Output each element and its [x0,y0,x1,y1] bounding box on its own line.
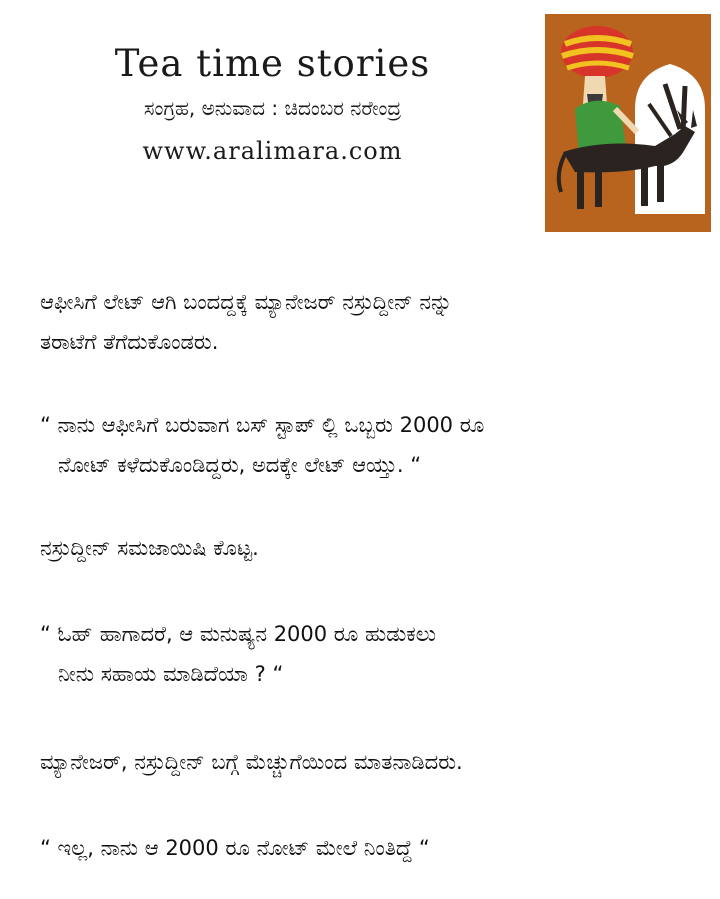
story-paragraph [40,614,700,694]
nasruddin-on-donkey-illustration [545,14,711,232]
story-line: ನೋಟ್ ಕಳೆದುಕೊಂಡಿದ್ದರು, ಅದಕ್ಕೇ ಲೇಟ್ ಆಯ್ತು. “ [58,453,422,477]
story-line: “ ನಾನು ಆಫೀಸಿಗೆ ಬರುವಾಗ ಬಸ್ ಸ್ಟಾಪ್ ಲ್ಲಿ ಒಬ್ಬರು 2000 ರೂ [40,413,485,437]
story-paragraph [40,742,700,782]
story-paragraph [40,405,700,485]
story-line: ಆಫೀಸಿಗೆ ಲೇಟ್ ಆಗಿ ಬಂದದ್ದಕ್ಕೆ ಮ್ಯಾನೇಜರ್ ನಸ್ರುದ್ದೀನ್ ನನ್ನು [40,290,453,314]
page-title: Tea time stories [114,42,431,85]
story-paragraph [40,282,700,362]
story-paragraph [40,828,700,868]
story-line: ಮ್ಯಾನೇಜರ್, ನಸ್ರುದ್ದೀನ್ ಬಗ್ಗೆ ಮೆಚ್ಚುಗೆಯಿಂದ ಮಾತನಾಡಿದರು. [40,750,463,774]
story-paragraph [40,528,700,568]
story-line: “ ಇಲ್ಲ, ನಾನು ಆ 2000 ರೂ ನೋಟ್ ಮೇಲೆ ನಿಂತಿದ್ದೆ “ [40,836,430,860]
subtitle: ಸಂಗ್ರಹ, ಅನುವಾದ : ಚಿದಂಬರ ನರೇಂದ್ರ [143,96,402,120]
nasruddin-on-donkey-icon [545,14,711,232]
story-line: ತರಾಟೆಗೆ ತೆಗೆದುಕೊಂಡರು. [40,330,219,354]
website-url: www.aralimara.com [142,137,403,165]
header [0,0,540,240]
story-line: ನೀನು ಸಹಾಯ ಮಾಡಿದೆಯಾ ? “ [58,662,284,686]
story-line: ನಸ್ರುದ್ದೀನ್ ಸಮಜಾಯಿಷಿ ಕೊಟ್ಟ. [40,536,259,560]
story-line: “ ಓಹ್ ಹಾಗಾದರೆ, ಆ ಮನುಷ್ಯನ 2000 ರೂ ಹುಡುಕಲು [40,622,437,646]
